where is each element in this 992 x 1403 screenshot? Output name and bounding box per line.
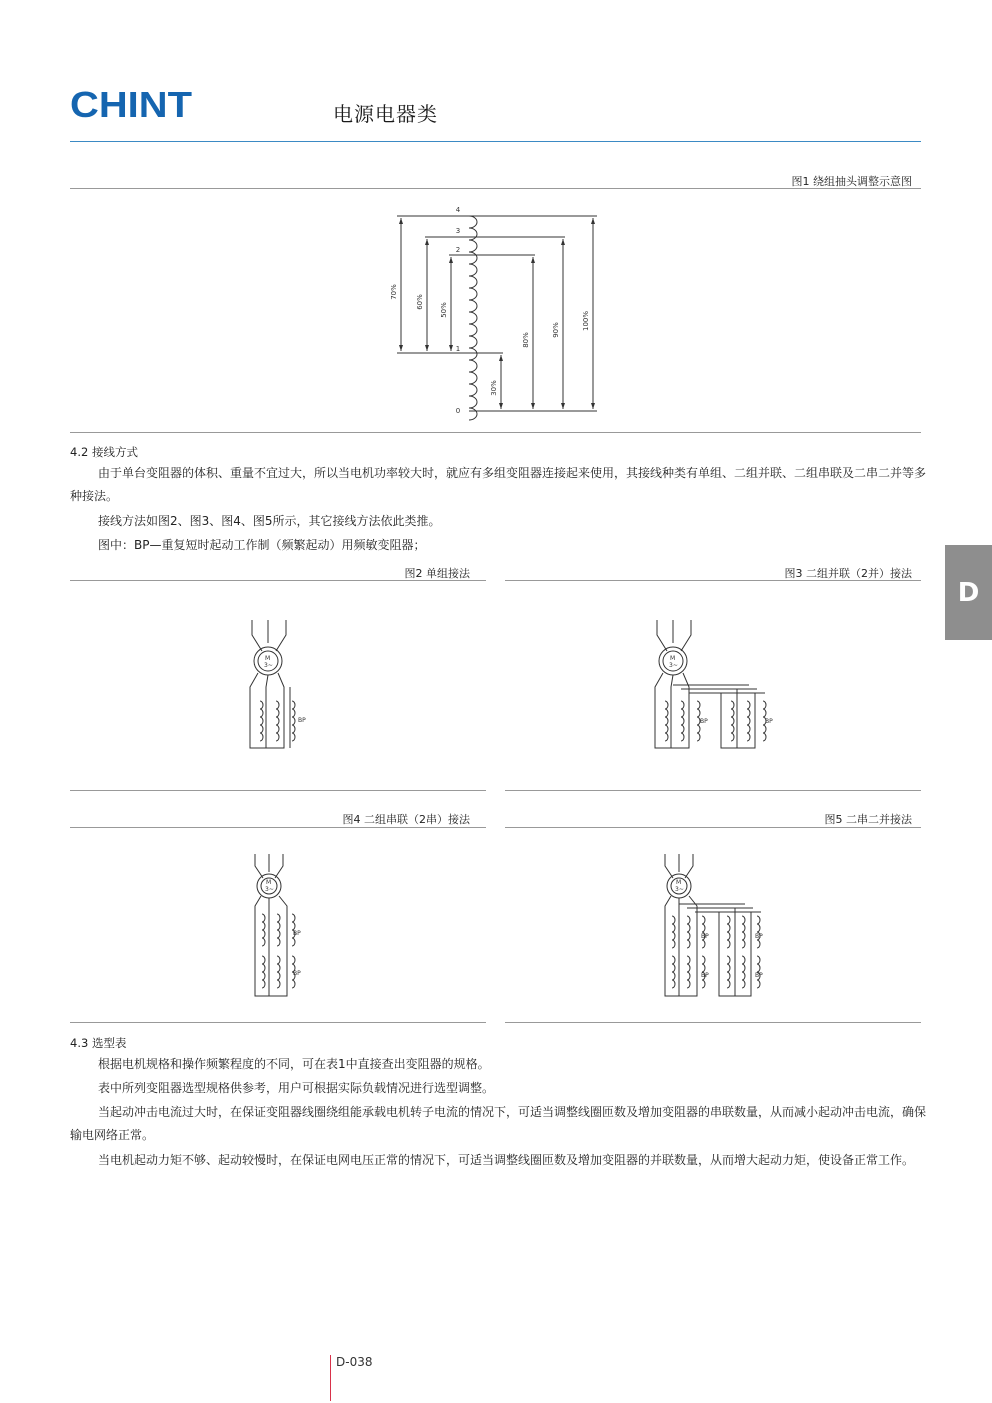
fig5-caption: 图5 二串二并接法 [824,813,912,826]
fig4-caption: 图4 二组串联（2串）接法 [342,813,470,826]
section-tab[interactable]: D [945,545,992,640]
section-heading-4-3: 4.3 选型表 [70,1036,127,1050]
fig2-top-rule [70,580,486,581]
motor-phase: 3~ [264,662,273,669]
dim-label: 90% [552,322,560,338]
bp-label: BP [293,930,301,937]
header-rule [70,141,921,142]
bp-label: BP [755,972,763,979]
fig4-bottom-rule [70,1022,486,1023]
paragraph: 根据电机规格和操作频繁程度的不同，可在表1中直接查出变阻器的规格。 [98,1057,490,1071]
fig4-series-diagram [245,850,325,1000]
tap-label: 3 [455,227,461,235]
paragraph: 表中所列变阻器选型规格供参考，用户可根据实际负载情况进行选型调整。 [98,1081,495,1095]
dim-label: 80% [522,332,530,348]
bp-label: BP [700,718,708,725]
dim-label: 60% [416,294,424,310]
motor-label: M [670,655,676,662]
section-heading-4-2: 4.2 接线方式 [70,445,138,459]
tap-label: 1 [455,345,461,353]
tap-label: 2 [455,246,461,254]
bp-label: BP [293,970,301,977]
tap-label: 4 [455,206,461,214]
dim-label: 70% [390,284,398,300]
bp-label: BP [701,933,709,940]
fig3-parallel-diagram [645,615,785,755]
winding-tap-diagram [385,200,615,422]
bp-label: BP [765,718,773,725]
motor-phase: 3~ [669,662,678,669]
bp-label: BP [298,717,306,724]
paragraph: 由于单台变阻器的体积、重量不宜过大，所以当电机功率较大时，就应有多组变阻器连接起来使用，其接线种类有单组、二组并联、二组串联及二串二并等多种接法。 [70,466,927,503]
brand-text: CHINT [70,84,192,124]
motor-label: M [266,879,272,886]
page-number: D-038 [336,1355,373,1369]
page-title: 电源电器类 [333,102,438,126]
dim-label: 100% [582,310,590,332]
fig2-caption: 图2 单组接法 [404,567,470,580]
paragraph: 当电机起动力矩不够、起动较慢时，在保证电网电压正常的情况下，可适当调整线圈匝数及增加变阻器的并联数量，从而增大起动力矩，使设备正常工作。 [98,1153,915,1167]
dim-label: 50% [440,302,448,318]
fig3-bottom-rule [505,790,921,791]
chint-logo [70,84,194,124]
fig3-top-rule [505,580,921,581]
fig1-caption: 图1 绕组抽头调整示意图 [791,175,912,188]
paragraph: 图中：BP—重复短时起动工作制（频繁起动）用频敏变阻器； [98,538,426,552]
fig2-single-group-diagram [240,615,320,755]
fig5-bottom-rule [505,1022,921,1023]
dim-label: 30% [490,380,498,396]
fig1-bottom-rule [70,432,921,433]
paragraph: 接线方法如图2、图3、图4、图5所示，其它接线方法依此类推。 [98,514,441,528]
motor-phase: 3~ [265,886,274,893]
motor-label: M [676,879,682,886]
fig5-series-parallel-diagram [655,850,785,1000]
tap-label: 0 [455,407,461,415]
bp-label: BP [701,972,709,979]
fig5-top-rule [505,827,921,828]
motor-label: M [265,655,271,662]
paragraph: 当起动冲击电流过大时，在保证变阻器线圈绕组能承载电机转子电流的情况下，可适当调整线圈匝数及增加变阻器的串联数量，从而减小起动冲击电流，确保输电网络正常。 [70,1105,927,1142]
footer-accent-bar [330,1355,331,1401]
fig4-top-rule [70,827,486,828]
motor-phase: 3~ [675,886,684,893]
bp-label: BP [755,933,763,940]
fig3-caption: 图3 二组并联（2并）接法 [784,567,912,580]
fig2-bottom-rule [70,790,486,791]
